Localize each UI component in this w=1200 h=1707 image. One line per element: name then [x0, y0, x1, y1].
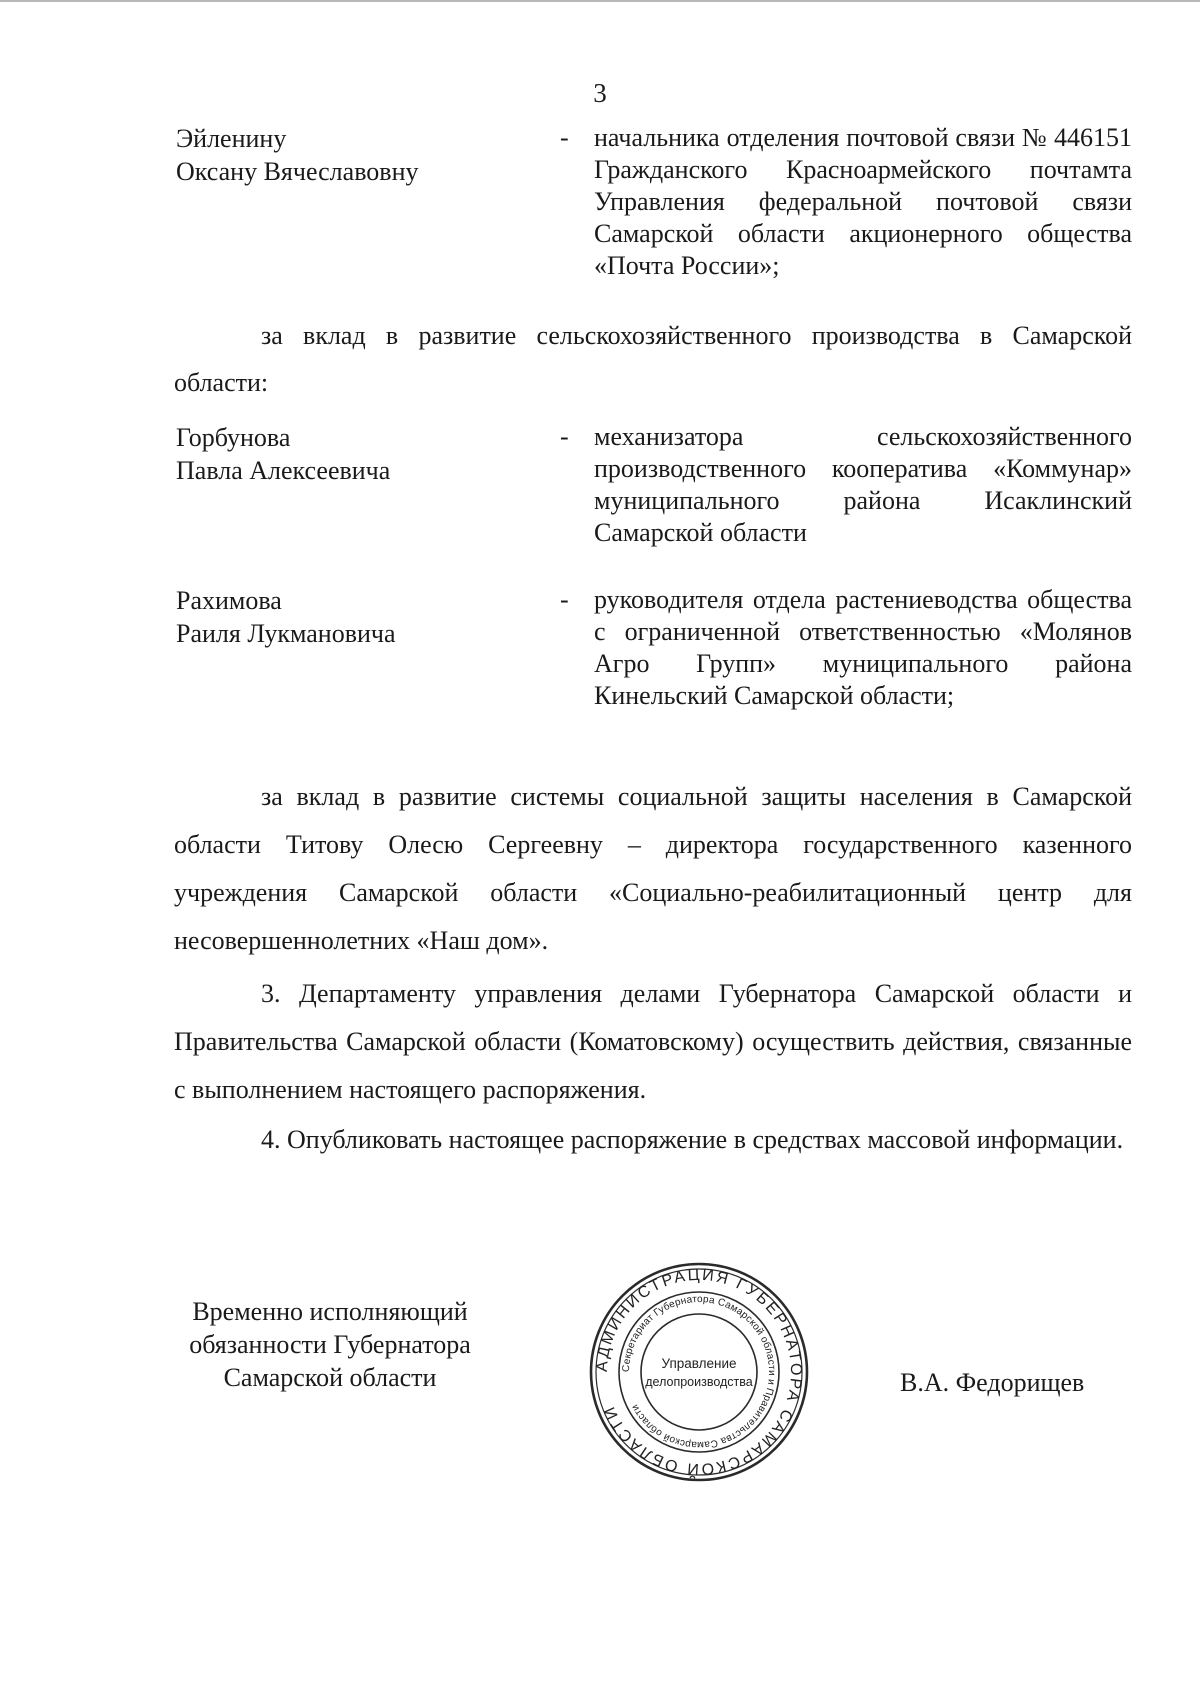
seal-outer-ring-text: АДМИНИСТРАЦИЯ ГУБЕРНАТОРА САМАРСКОЙ ОБЛАСТИ [593, 1266, 805, 1478]
seal-center-line-2: делопроизводства [645, 1375, 753, 1389]
award-person-role: механизатора сельскохозяйственного производственного кооператива «Коммунар» муниципального района Исаклинский Самарской области [594, 422, 1132, 547]
signatory-title: Временно исполняющий обязанности Губернатора Самарской области [189, 1297, 471, 1392]
page-number: 3 [593, 78, 607, 108]
item-3-paragraph: 3. Департаменту управления делами Губернатора Самарской области и Правительства Самарской области (Коматовскому) осуществить действия, связанные с выполнением настоящего распоряжения. [174, 979, 1132, 1104]
official-seal [585, 1260, 813, 1485]
seal-inner-ring-text: Секретариат Губернатора Самарской области и Правительства Самарской области [620, 1293, 778, 1451]
entry-dash: - [560, 123, 569, 152]
social-protection-award-paragraph: за вклад в развитие системы социальной защиты населения в Самарской области Титову Олесю Сергеевну – директора государственного казенного учреждения Самарской области «Социально-реабилитационный центр для несовершеннолетних «Наш дом». [174, 782, 1132, 955]
award-person-role: руководителя отдела растениеводства общества с ограниченной ответственностью «Молянов Агро Групп» муниципального района Кинельский Самарской области; [594, 585, 1132, 710]
seal-center-line-1: Управление [661, 1356, 737, 1371]
item-4-paragraph: 4. Опубликовать настоящее распоряжение в средствах массовой информации. [261, 1125, 1124, 1154]
award-person-role: начальника отделения почтовой связи № 446151 Гражданского Красноармейского почтамта Управления федеральной почтовой связи Самарской области акционерного общества «Почта России»; [594, 123, 1132, 280]
award-person-name: Рахимова Раиля Лукмановича [176, 586, 396, 648]
page-top-border [0, 0, 1200, 2]
signer-name: В.А. Федорищев [900, 1368, 1085, 1397]
award-person-name: Горбунова Павла Алексеевича [176, 423, 391, 485]
entry-dash: - [560, 585, 569, 614]
award-category-heading: за вклад в развитие сельскохозяйственного производства в Самарской области: [174, 321, 1132, 397]
entry-dash: - [560, 422, 569, 451]
award-person-name: Эйленину Оксану Вячеславовну [176, 124, 419, 186]
